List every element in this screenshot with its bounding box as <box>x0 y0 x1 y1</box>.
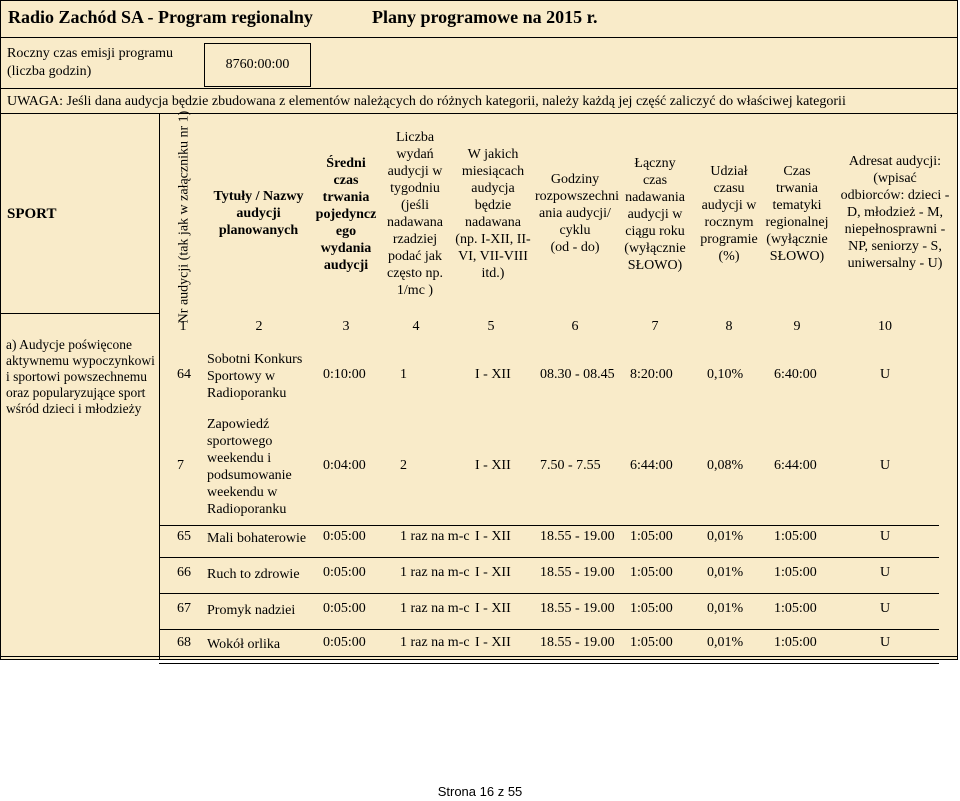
header-line: NP, seniorzy - S, <box>848 239 942 254</box>
header-line: planowanych <box>218 223 299 238</box>
column-header-months <box>449 146 537 282</box>
cell-udzial: 0,08% <box>707 458 744 473</box>
cell-adresat: U <box>880 635 891 650</box>
column-header-avg-duration <box>311 155 381 274</box>
cell-miesiace: I - XII <box>475 529 511 544</box>
divider <box>1 313 159 314</box>
header-line: cyklu <box>559 223 591 238</box>
header-line: (jeśli <box>401 198 429 213</box>
page-footer: Strona 16 z 55 <box>437 784 523 799</box>
header-line: W jakich <box>467 147 519 162</box>
cell-liczba: 1 raz na m-c <box>400 565 470 580</box>
header-line: (%) <box>718 249 740 264</box>
cell-nr: 7 <box>177 458 184 473</box>
row-divider <box>159 593 939 594</box>
cell-tematyki: 1:05:00 <box>774 601 817 616</box>
header-line: wydań <box>396 147 434 162</box>
divider <box>1 37 958 38</box>
divider <box>1 88 958 89</box>
cell-tematyki: 1:05:00 <box>774 529 817 544</box>
header-line: pojedyncz <box>315 207 377 222</box>
header-line: regionalnej <box>765 215 829 230</box>
column-number: 8 <box>725 319 733 334</box>
header-line: audycji w <box>627 207 683 222</box>
header-line: (np. I-XII, II- <box>455 232 531 247</box>
page-subtitle: Plany programowe na 2015 r. <box>372 7 598 27</box>
column-header-regional-time <box>763 163 831 265</box>
cell-udzial: 0,10% <box>707 367 744 382</box>
header-line: audycji <box>236 206 281 221</box>
cell-laczny: 1:05:00 <box>630 529 673 544</box>
header-line: audycji w <box>701 198 757 213</box>
header-line: SŁOWO) <box>627 258 683 273</box>
cell-miesiace: I - XII <box>475 565 511 580</box>
cell-laczny: 1:05:00 <box>630 635 673 650</box>
cell-laczny: 1:05:00 <box>630 601 673 616</box>
column-number: 2 <box>255 319 263 334</box>
column-number: 4 <box>412 319 420 334</box>
notice-text: UWAGA: Jeśli dana audycja będzie zbudowana z elementów należących do różnych kategorii, należy każdą jej część zaliczyć do właściwej kategorii <box>7 94 846 109</box>
cell-udzial: 0,01% <box>707 565 744 580</box>
program-title: Sobotni Konkurs Sportowy w Radioporanku <box>207 351 303 401</box>
cell-udzial: 0,01% <box>707 601 744 616</box>
header-line: itd.) <box>481 266 505 281</box>
column-header-weekly-count <box>381 129 449 299</box>
program-title: Mali bohaterowie <box>207 530 307 546</box>
cell-liczba: 2 <box>400 458 407 473</box>
header-line: nadawana <box>465 215 521 230</box>
cell-adresat: U <box>880 367 891 382</box>
header-line: trwania <box>776 181 818 196</box>
column-header-nr: Nr audycji (tak jak w załączniku nr 1) <box>176 110 192 324</box>
cell-miesiace: I - XII <box>475 367 511 382</box>
cell-liczba: 1 raz na m-c <box>400 635 470 650</box>
cell-sredni: 0:10:00 <box>323 367 366 382</box>
header-line: ego <box>335 224 357 239</box>
header-line: wydania <box>320 241 372 256</box>
header-line: rozpowszechni <box>535 189 619 204</box>
cell-sredni: 0:05:00 <box>323 529 366 544</box>
cell-nr: 67 <box>177 601 191 616</box>
header-line: czas <box>333 173 359 188</box>
cell-adresat: U <box>880 565 891 580</box>
header-line: tematyki <box>772 198 822 213</box>
annual-time-label: Roczny czas emisji programu (liczba godzin) <box>7 46 174 79</box>
header-line: (wyłącznie <box>766 232 828 247</box>
header-line: D, młodzież - M, <box>846 205 944 220</box>
header-line: Łączny <box>634 156 676 171</box>
header-line: będzie <box>474 198 512 213</box>
column-number: 1 <box>179 319 187 334</box>
cell-laczny: 6:44:00 <box>630 458 673 473</box>
header-line: często np. <box>387 266 443 281</box>
cell-miesiace: I - XII <box>475 458 511 473</box>
column-header-total-time <box>615 155 695 274</box>
cell-godziny: 18.55 - 19.00 <box>540 565 615 580</box>
cell-sredni: 0:05:00 <box>323 565 366 580</box>
cell-godziny: 18.55 - 19.00 <box>540 529 615 544</box>
cell-udzial: 0,01% <box>707 635 744 650</box>
header-line: (wyłącznie <box>624 241 686 256</box>
header-line: VI, VII-VIII <box>458 249 528 264</box>
cell-liczba: 1 <box>400 367 407 382</box>
cell-udzial: 0,01% <box>707 529 744 544</box>
cell-liczba: 1 raz na m-c <box>400 529 470 544</box>
cell-tematyki: 1:05:00 <box>774 635 817 650</box>
divider <box>1 113 958 114</box>
header-line: ciągu roku <box>625 224 685 239</box>
page-title: Radio Zachód SA - Program regionalny <box>8 7 313 27</box>
cell-laczny: 8:20:00 <box>630 367 673 382</box>
header-line: audycja <box>471 181 515 196</box>
header-line: nadawana <box>387 215 443 230</box>
header-line: uniwersalny - U) <box>847 256 943 271</box>
cell-tematyki: 1:05:00 <box>774 565 817 580</box>
column-number: 9 <box>793 319 801 334</box>
cell-adresat: U <box>880 601 891 616</box>
program-title: Wokół orlika <box>207 636 281 652</box>
column-header-audience <box>831 153 959 272</box>
section-label: SPORT <box>7 206 57 222</box>
cell-sredni: 0:05:00 <box>323 601 366 616</box>
header-line: Tytuły / Nazwy <box>213 189 304 204</box>
cell-nr: 65 <box>177 529 191 544</box>
column-header-share <box>695 163 763 265</box>
header-line: tygodniu <box>390 181 440 196</box>
header-line: rzadziej <box>392 232 438 247</box>
header-line: miesiącach <box>461 164 525 179</box>
cell-sredni: 0:04:00 <box>323 458 366 473</box>
divider <box>1 656 958 657</box>
row-divider <box>159 525 939 526</box>
header-line: Godziny <box>550 172 600 187</box>
cell-adresat: U <box>880 458 891 473</box>
cell-miesiace: I - XII <box>475 635 511 650</box>
header-line: odbiorców: dzieci - <box>840 188 950 203</box>
header-line: nadawania <box>625 190 685 205</box>
cell-nr: 64 <box>177 367 191 382</box>
cell-adresat: U <box>880 529 891 544</box>
cell-miesiace: I - XII <box>475 601 511 616</box>
header-line: audycji <box>323 258 369 273</box>
cell-laczny: 1:05:00 <box>630 565 673 580</box>
column-header-titles <box>206 188 311 239</box>
column-number: 5 <box>487 319 495 334</box>
cell-sredni: 0:05:00 <box>323 635 366 650</box>
header-line: Adresat audycji: <box>848 154 942 169</box>
column-number: 6 <box>571 319 579 334</box>
column-number: 10 <box>878 319 892 334</box>
cell-godziny: 08.30 - 08.45 <box>540 367 615 382</box>
header-line: czas <box>642 173 668 188</box>
header-line: programie <box>700 232 758 247</box>
header-line: SŁOWO) <box>769 249 825 264</box>
row-divider <box>159 557 939 558</box>
cell-godziny: 7.50 - 7.55 <box>540 458 601 473</box>
header-line: audycji w <box>387 164 443 179</box>
category-label: a) Audycje poświęcone aktywnemu wypoczynkowi i sportowi powszechnemu oraz popularyzujące sport wśród dzieci i młodzieży <box>6 337 155 416</box>
header-line: Średni <box>326 156 366 171</box>
row-divider <box>159 629 939 630</box>
header-line: (wpisać <box>873 171 917 186</box>
program-title: Ruch to zdrowie <box>207 566 300 582</box>
cell-godziny: 18.55 - 19.00 <box>540 635 615 650</box>
cell-nr: 68 <box>177 635 191 650</box>
cell-liczba: 1 raz na m-c <box>400 601 470 616</box>
cell-tematyki: 6:44:00 <box>774 458 817 473</box>
program-title: Zapowiedź sportowego weekendu i podsumowanie weekendu w Radioporanku <box>207 417 292 517</box>
column-header-hours <box>535 171 619 256</box>
row-divider <box>159 663 939 664</box>
header-line: Liczba <box>395 130 435 145</box>
header-line: trwania <box>322 190 370 205</box>
header-line: Czas <box>783 164 811 179</box>
annual-time-value: 8760:00:00 <box>204 43 311 87</box>
column-number: 7 <box>651 319 659 334</box>
header-line: niepełnosprawni - <box>844 222 946 237</box>
header-line: 1/mc ) <box>396 283 434 298</box>
cell-godziny: 18.55 - 19.00 <box>540 601 615 616</box>
header-line: Udział <box>710 164 748 179</box>
header-line: (od - do) <box>550 240 600 255</box>
cell-nr: 66 <box>177 565 191 580</box>
column-number: 3 <box>342 319 350 334</box>
header-line: ania audycji/ <box>539 206 611 221</box>
program-title: Promyk nadziei <box>207 602 296 618</box>
header-line: rocznym <box>704 215 754 230</box>
cell-tematyki: 6:40:00 <box>774 367 817 382</box>
header-line: czasu <box>713 181 745 196</box>
header-line: podać jak <box>387 249 443 264</box>
